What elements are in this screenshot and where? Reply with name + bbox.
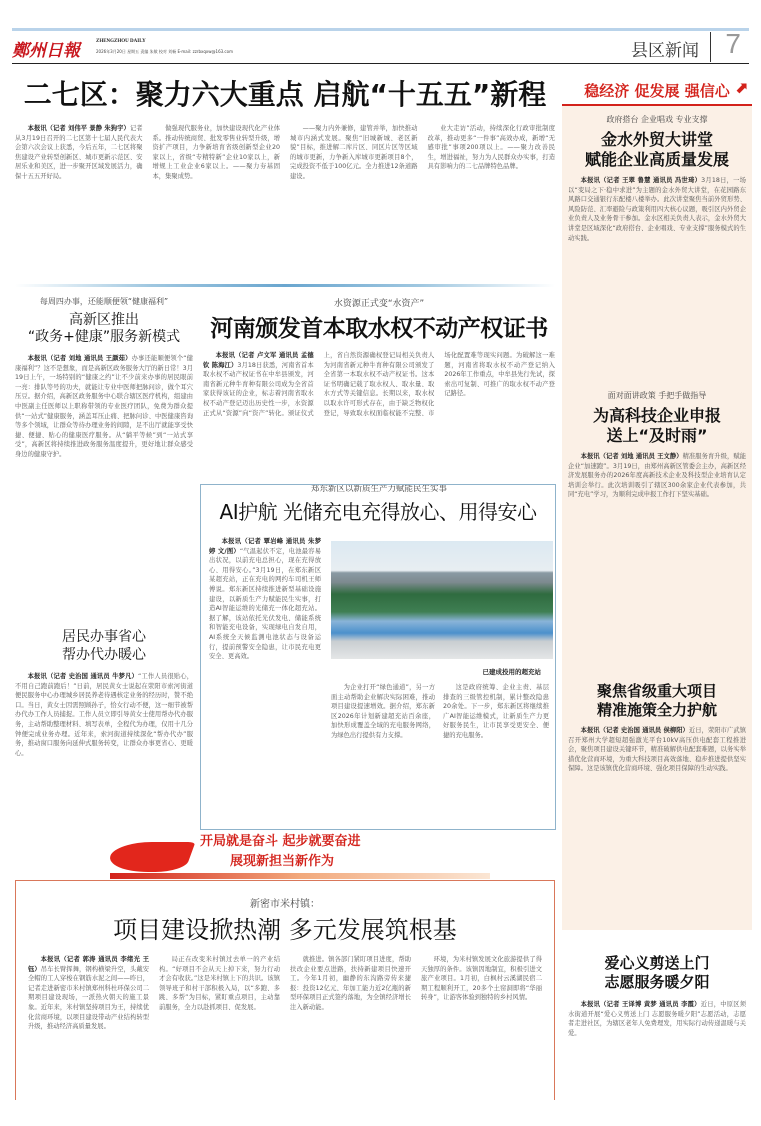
byline: 本报讯（记者 王译博 黄梦 通讯员 李霞） <box>580 1001 701 1008</box>
paragraph: 做强现代服务业，加快建设现代化产业体系。推动传统商贸、批发零售业转型升级，增资扩产项目，力争新培育省级创新型企业20家以上，省级“专精特新”企业10家以上，新增规上工业企业6家以上。——聚力夯基固本，集聚成势。 <box>152 125 280 180</box>
paragraph: 办事还能顺便领个“健康福利”？这不是想象，而是高新区政务服务大厅的新日常！3月19日上午，一场特别的“健康之约”让不少前来办事的居民眼前一亮：排队等号的功夫，就能让专业中医师把脉问诊，做个耳穴压豆。据介绍，高新区政务服务中心联合辖区医疗机构，组建由中医副主任医师以上职称带领的专业医疗团队，免费为群众提供“一站式”健康服务，涵盖耳压止痛、把脉问诊、中医健康咨询等多个领域，让群众等待办理业务的间隙，足不出厅就能享受快捷、便捷、贴心的健康医疗服务。从“躺平等候”到“一站式享受”，高新区将持续推进政务服务温度提升，更好地让群众感受身边的健康守护。 <box>15 355 193 458</box>
article-project <box>562 668 752 930</box>
byline: 本报讯（记者 郭涛 通讯员 李绪光 王钰） <box>28 956 149 973</box>
banner-text: 稳经济 促发展 强信心 <box>584 82 730 100</box>
byline: 本报讯（记者 卢文军 通讯员 孟德钦 陈海江） <box>203 352 314 369</box>
headline: 项目建设掀热潮 多元发展筑根基 <box>113 916 457 944</box>
paragraph: 记者从3月19日召开的二七区第十七届人民代表大会第六次会议上获悉，今后五年，二七区将聚焦建设产业转型创新区、城市更新示范区、安居乐业和美区，进一步聚开区域发展活力，确保十五五开好局。 <box>15 125 143 180</box>
paragraph: 为企业打开“绿色通道”，另一方面主动帮助企业解决实际困难，推动项目建设提速增效。据介绍，郑东新区2026年计划新建超充站百余座，加快形成覆盖全域的充电服务网络，为绿色出行提供有力支撑。 <box>331 684 435 739</box>
paragraph: 近日，荥阳市广武镇召开郑州大学超短超强激光平台10kV高压供电配套工程推进会，聚焦项目建设关键环节，精准破解供电配套难题，以务实举措优化营商环境，为重大科技项目高效落地、稳步推进提供坚实保障。这是该镇优化营商环境、强化项目保障的生动实践。 <box>568 727 747 773</box>
byline: 本报讯（记者 刘伟平 景静 朱狗宇） <box>27 125 130 132</box>
lead-headline: 二七区：聚力六大重点 启航“十五五”新程 <box>23 78 547 111</box>
article-micun <box>15 880 555 1100</box>
paragraph: 精准服务育升级，赋能企业“加速跑”。3月19日，由郑州高新区管委会主办，高新区经济发展服务办的2026年度高新技术企业及科技型企业培育认定培训会举行。此次培训吸引了辖区300余家企业代表参加，共同“充电”学习，为顺利完成申报工作打下坚实基础。 <box>568 453 747 499</box>
divider <box>710 32 711 62</box>
headline: 居民办事省心 帮办代办暖心 <box>62 629 146 663</box>
charging-station-photo <box>331 541 553 659</box>
headline: 爱心义剪送上门 志愿服务暖夕阳 <box>604 954 710 991</box>
kicker: 面对面讲政策 手把手做指导 <box>607 391 707 400</box>
article-gaoxin <box>15 296 193 606</box>
byline: 本报讯（记者 覃岩峰 通讯员 朱梦婷 文/图） <box>209 538 321 555</box>
paragraph: 就推进。镇各部门紧盯项目进度，帮助扶改企业要点进路，扶持新建项目快速开工。今年1月初，幽静的东沟路旁传来捷报：投资12亿元、年加工能力近2亿瓶的新型环保项目正式签约落地，为全镇经济增长注入新动能。 <box>290 956 411 1011</box>
headline: 高新区推出 “政务+健康”服务新模式 <box>27 312 181 345</box>
kicker: 水资源正式变“水资产” <box>333 299 425 309</box>
page-number: 7 <box>725 28 741 59</box>
paragraph: ——聚力内外兼修，建管并举，加快推动城市内涵式发展。聚焦“旧城新城、老区新貌”目标，推进解二库片区、同区片区等区域的城市更新，力争新入库城市更新项目8个，完成投资不低于100亿元。全力推进12条道路建设。 <box>290 125 418 180</box>
paragraph: 环境，为米村镇发展文化旅游提供了得天独厚的条件。该镇因地制宜，积极引进文旅产业项目。1月初，白枫村云溪湖民宿二期工程顺利开工，20多个土窑洞即将“华丽转身”，让游客体验到独特的乡村风情。 <box>421 956 542 1002</box>
article-zhengdong <box>200 484 556 830</box>
article-water-rights <box>203 296 555 472</box>
paragraph: 局正在改变米村镇过去单一的产业结构。“好项目不会从天上掉下来，努力行动才会有收获。”这是米村镇上下的共识。该镇领导班子和村干部积极入局，以“多跑、多跳、多帮”为目标，紧盯重点项目，主动靠前服务，全力以赴抓项目、促发展。 <box>159 956 280 1011</box>
kicker: 郑东新区以新质生产力赋能民生实事 <box>289 484 469 495</box>
paragraph: 3月18日，一场以“变局之下·稳中求进”为主题的金水外贸大讲堂，在花园路东风路口交通银行东配楼八楼举办。此次讲堂聚焦当前外贸形势、风险防范、汇率避险与政策利用四大核心议题，吸引区内外贸企业负责人及业务骨干参加。金水区相关负责人表示，金水外贸大讲堂是区域深化“政府搭台、企业唱戏、专业支撑”服务模式的生动实践。 <box>568 177 746 242</box>
article-hightech <box>562 368 752 668</box>
headline: AI护航 光储充电充得放心、用得安心 <box>219 500 537 524</box>
paragraph: “工作人员很贴心，不用自己跑前跑后！”日前，居民黄女士说起在荥阳市索河街道便民服务中心办理城乡居民养老待遇核定业务的经历时，赞不绝口。当日，黄女士因需照顾孙子，恰女行动不便，这一细节被帮办代办工作人员捕捉。工作人员立即引导黄女士使用帮办代办服务，主动帮助整理材料、填写表单，全程代为办理，仅用十几分钟便完成业务办理。近年来，索河街道持续深化“帮办代办”服务，推动窗口服务向延伸式服务转变，让群众办事更省心、更暖心。 <box>15 673 193 757</box>
headline: 河南颁发首本取水权不动产权证书 <box>210 316 548 342</box>
masthead <box>12 28 749 64</box>
article-volunteer <box>562 930 752 1126</box>
byline: 本报讯（记者 刘地 通讯员 王颜茹） <box>27 355 132 362</box>
red-flag-icon <box>105 842 196 872</box>
article-jumin <box>15 628 193 828</box>
right-column <box>562 80 752 1126</box>
banner-line-1: 开局就是奋斗 起步就要奋进 <box>200 834 361 849</box>
paragraph: 这是政府统筹、企业主责、基层排查的三级管控机制，累计整改隐患20余处。下一步，郑东新区将继续推广AI智能运维模式，让新质生产力更好服务民生，让市民享受更安全、便捷的充电服务。 <box>443 684 549 739</box>
paragraph: “气温起伏不定，电池最容易出状况，以前充电总担心，现在充得放心、用得安心。”3月19日，在郑东新区某超充站，正在充电的网约车司机王师傅说。郑东新区持续推进新型基础设施建设，以新质生产力赋能民生实事，打造AI智能运维的光储充一体化超充站。据了解，该站依托光伏发电、储能系统和智能充电设备，实现绿电自发自用，AI系统全天候监测电池状态与设备运行，提前预警安全隐患，让市民充电更安全、更高效。 <box>209 547 321 661</box>
paragraph: 吊车长臂挥舞，钢构横梁升空，头戴安全帽的工人穿梭在钢筋水泥之间——昨日，记者走进新密市米村镇郑州科杜环保公司二期项目建设现场，一派热火朝天的施工景象。近年来，米村镇坚持项目为王，持续优化营商环境，以项目建设带动产业结构转型升级，推动经济高质量发展。 <box>28 965 150 1031</box>
issue-meta: 2026年3月20日 星期五 责编 朱敏 校对 刘畅 E-mail: zzrbxqxw@163.com <box>96 49 233 54</box>
theme-banner <box>562 80 752 106</box>
headline: 为高科技企业申报 送上“及时雨” <box>592 406 721 445</box>
kicker: 每周四办事，还能顺便领“健康福利” <box>39 297 169 306</box>
paragraph: 3月18日获悉，河南省首本取水权不动产权证书在中牟县颁发，河南省新元种牛育种有限公司成为全省首家获得该证的企业，标志着河南省取水权不动产登记迈出历史性一步，水资源正式从“资源”向“资产”转化。颁证仪式上，省自然资源确权登记局相关负责人为河南省新元种牛育种有限公司颁发了全省第一本取水权不动产权证书。这本证书明确记载了取水权人、取水量、取水方式等关键信息。长期以来，取水权以取水许可形式存在，由于缺乏物权化登记，导致取水权面临权能不完整、市场化配置难等现实问题。为破解这一难题，河南省将取水权不动产登记纳入2026年工作重点，中牟县先行先试，探索出可复制、可推广的取水权不动产登记路径。 <box>203 352 555 417</box>
rising-arrow-icon: ⬈ <box>734 78 748 97</box>
byline: 本报讯（记者 史治国 通讯员 牛梦凡） <box>27 673 139 680</box>
byline: 本报讯（记者 王翠 鲁慧 通讯员 冯世琦） <box>580 177 702 184</box>
kicker: 新密市米村镇： <box>250 899 320 910</box>
paragraph: 业大走访”活动，持续深化行政审批制度改革，推动更多“一件事”高效办成，新增“无感审批”事项200项以上。——聚力改善民生，增进福祉，努力为人民群众办实事，打造具有影响力的二七品牌特色品牌。 <box>427 125 555 171</box>
headline: 聚焦省级重大项目 精准施策全力护航 <box>596 682 717 719</box>
lead-article-body <box>15 124 555 274</box>
campaign-banner <box>70 834 490 880</box>
photo-caption: 已建成投用的超充站 <box>482 668 541 676</box>
article-jinshui <box>562 106 752 368</box>
section-title: 县区新闻 <box>631 41 699 61</box>
byline: 本报讯（记者 史治国 通讯员 侯柳阳） <box>580 727 689 734</box>
top-rule <box>12 28 749 31</box>
headline: 金水外贸大讲堂 赋能企业高质量发展 <box>584 130 729 169</box>
section-divider <box>15 284 555 287</box>
newspaper-english-name: ZHENGZHOU DAILY <box>96 39 146 44</box>
byline: 本报讯（记者 刘地 通讯员 王文静） <box>580 453 683 460</box>
newspaper-logo: 鄭州日報 <box>12 41 80 61</box>
banner-line-2: 展现新担当新作为 <box>230 854 335 869</box>
banner-bar <box>110 873 490 879</box>
kicker: 政府搭台 企业唱戏 专业支撑 <box>606 115 708 124</box>
paragraph: 近日，中原区须水街道开展“爱心义剪送上门 志愿服务暖夕阳”志愿活动，志愿者走进社区，为辖区老年人免费理发，用实际行动传递温暖与关爱。 <box>568 1001 746 1037</box>
